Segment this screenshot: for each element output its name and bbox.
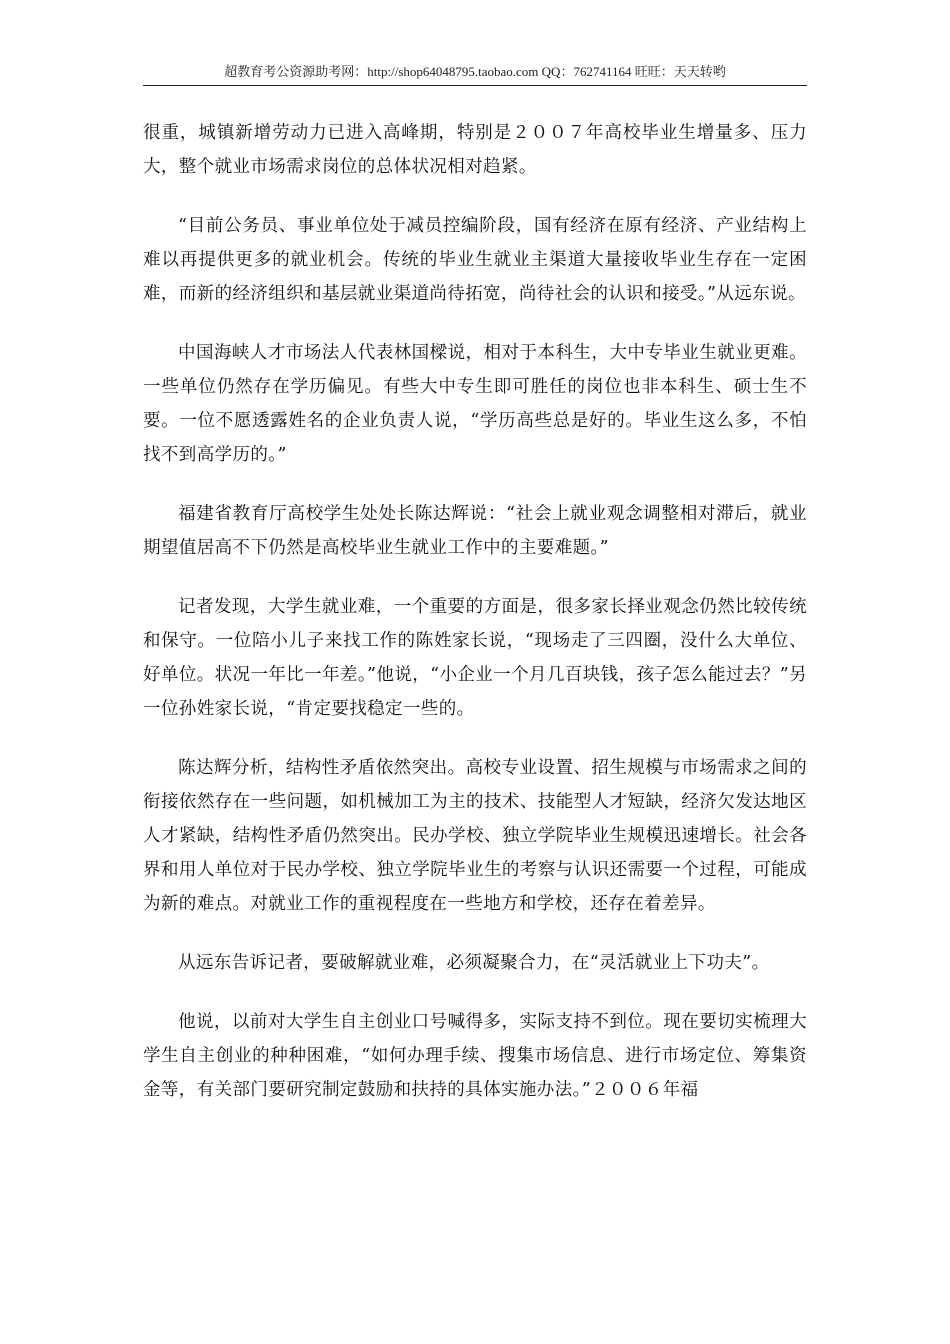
paragraph-4: 福建省教育厅高校学生处处长陈达辉说：“社会上就业观念调整相对滞后，就业期望值居高不下仍然是高校毕业生就业工作中的主要难题。” bbox=[143, 504, 807, 558]
paragraph-6: 陈达辉分析，结构性矛盾依然突出。高校专业设置、招生规模与市场需求之间的衔接依然存在一些问题，如机械加工为主的技术、技能型人才短缺，经济欠发达地区人才紧缺，结构性矛盾仍然突出。民办学校、独立学院毕业生规模迅速增长。社会各界和用人单位对于民办学校、独立学院毕业生的考察与认识还需要一个过程，可能成为新的难点。对就业工作的重视程度在一些地方和学校，还存在着差异。 bbox=[143, 758, 807, 914]
header-text: 超教育考公资源助考网：http://shop64048795.taobao.com QQ：762741164 旺旺：天天转哟 bbox=[224, 64, 726, 79]
document-body bbox=[143, 116, 807, 1132]
paragraph-2: “目前公务员、事业单位处于减员控编阶段，国有经济在原有经济、产业结构上难以再提供更多的就业机会。传统的毕业生就业主渠道大量接收毕业生存在一定困难，而新的经济组织和基层就业渠道尚待拓宽，尚待社会的认识和接受。”从远东说。 bbox=[143, 216, 807, 304]
page-header bbox=[143, 58, 807, 86]
paragraph-1: 很重，城镇新增劳动力已进入高峰期，特别是２００７年高校毕业生增量多、压力大，整个就业市场需求岗位的总体状况相对趋紧。 bbox=[143, 123, 807, 177]
paragraph-8: 他说，以前对大学生自主创业口号喊得多，实际支持不到位。现在要切实梳理大学生自主创业的种种困难，“如何办理手续、搜集市场信息、进行市场定位、筹集资金等，有关部门要研究制定鼓励和扶持的具体实施办法。”２００６年福 bbox=[143, 1012, 807, 1100]
paragraph-3: 中国海峡人才市场法人代表林国樑说，相对于本科生，大中专毕业生就业更难。一些单位仍然存在学历偏见。有些大中专生即可胜任的岗位也非本科生、硕士生不要。一位不愿透露姓名的企业负责人说，“学历高些总是好的。毕业生这么多，不怕找不到高学历的。” bbox=[143, 343, 807, 465]
paragraph-7: 从远东告诉记者，要破解就业难，必须凝聚合力，在“灵活就业上下功夫”。 bbox=[178, 953, 770, 973]
paragraph-5: 记者发现，大学生就业难，一个重要的方面是，很多家长择业观念仍然比较传统和保守。一位陪小儿子来找工作的陈姓家长说，“现场走了三四圈，没什么大单位、好单位。状况一年比一年差。”他说，“小企业一个月几百块钱，孩子怎么能过去？”另一位孙姓家长说，“肯定要找稳定一些的。 bbox=[143, 597, 807, 719]
